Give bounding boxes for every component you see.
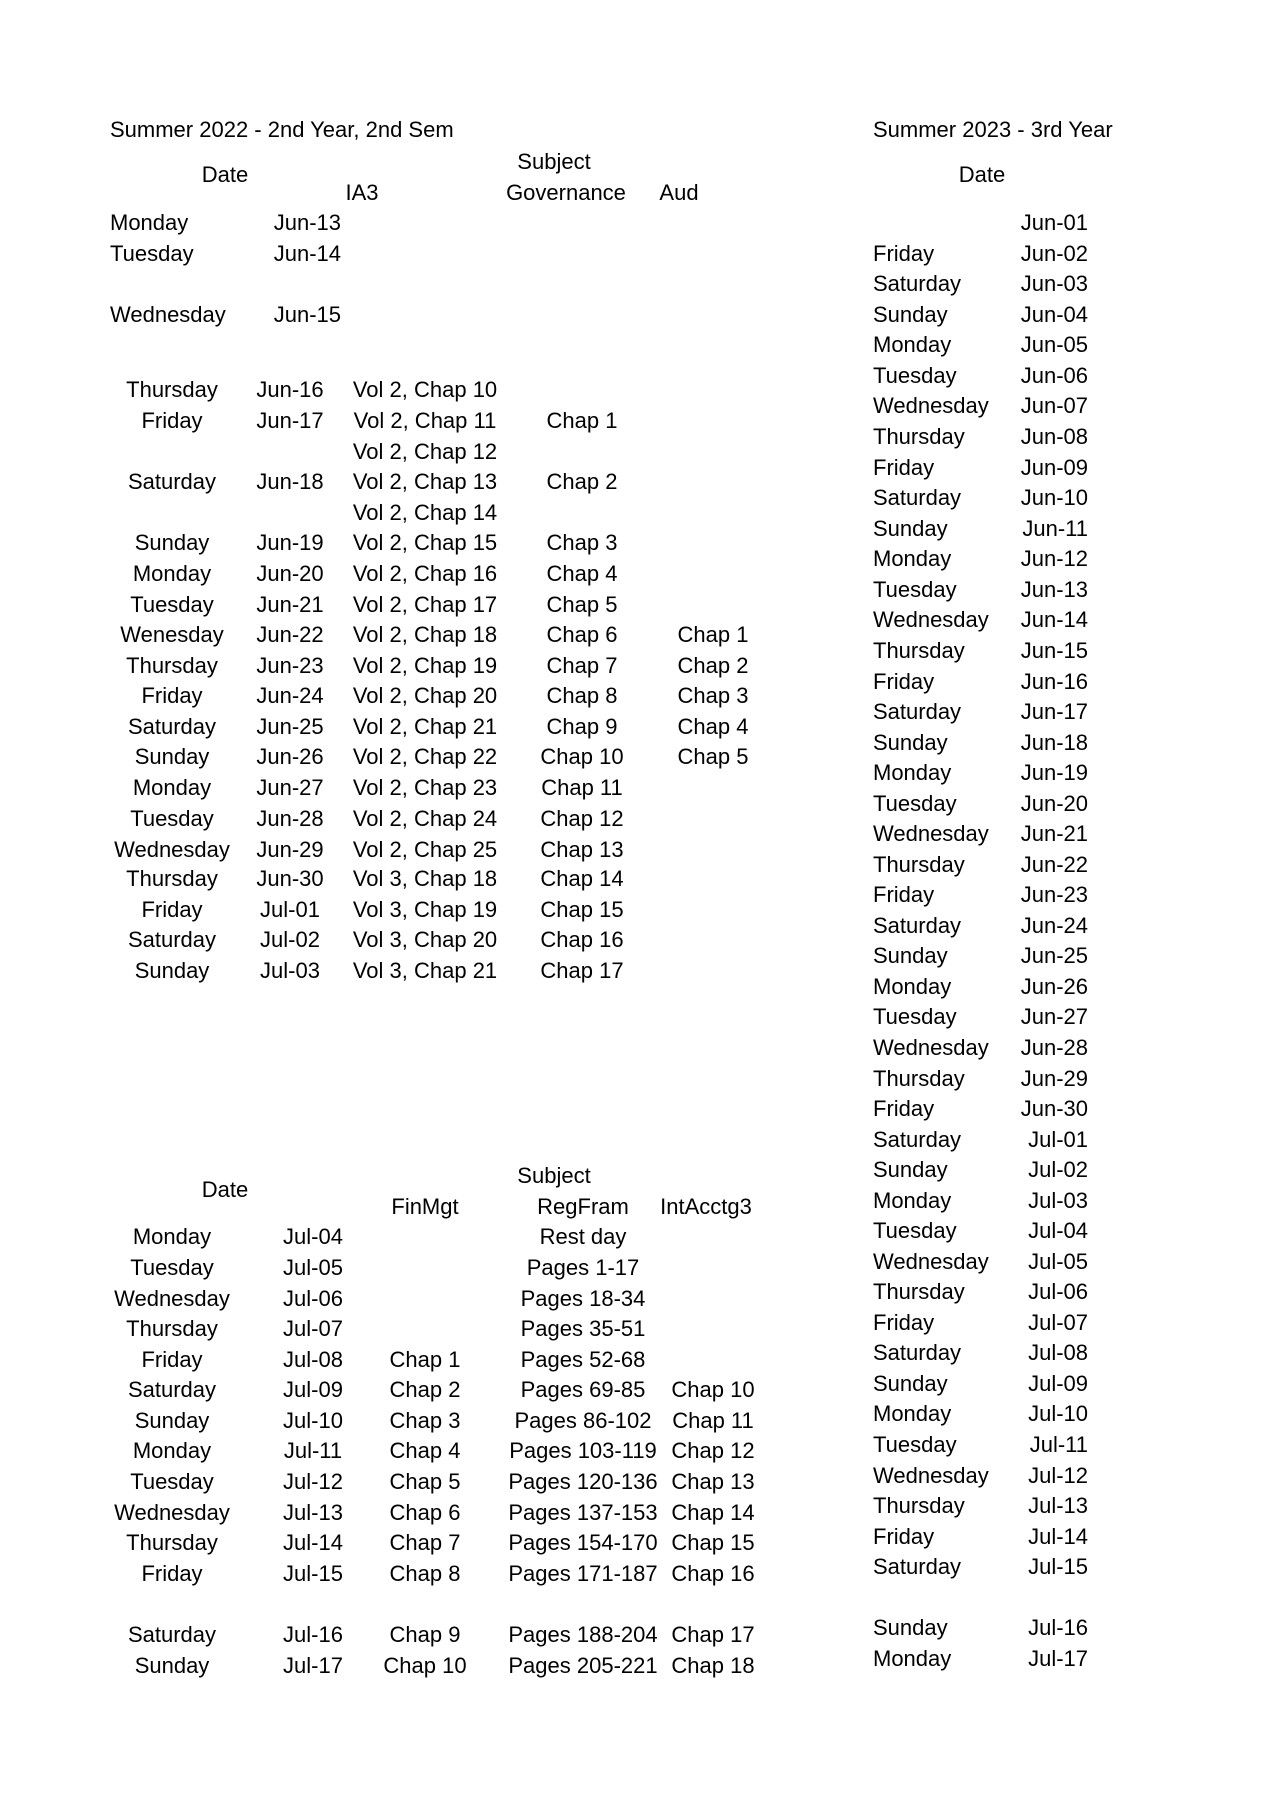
t3-date-cell: Jun-12: [1020, 546, 1088, 571]
t3-date-cell: Jun-02: [1020, 241, 1088, 266]
t1-ia3-cell: Vol 2, Chap 19: [352, 653, 498, 678]
t2-day-cell: Tuesday: [130, 1469, 214, 1494]
t1-gov-cell: Chap 11: [541, 775, 623, 800]
t3-date-cell: Jul-02: [1028, 1157, 1088, 1182]
t1-day-cell: Monday: [132, 561, 212, 586]
t1-date-cell: Jun-27: [256, 775, 324, 800]
t3-day-cell: Monday: [873, 974, 952, 999]
t1-date-cell: Jul-02: [260, 927, 320, 952]
t3-day-cell: Friday: [873, 669, 935, 694]
t1-date-cell: Jul-03: [260, 958, 320, 983]
t1-day-cell: Tuesday: [130, 592, 214, 617]
t3-date-cell: Jul-14: [1028, 1524, 1088, 1549]
t2-finmgt-cell: Chap 1: [389, 1347, 461, 1372]
t1-ia3-cell: Vol 3, Chap 19: [352, 897, 498, 922]
t3-date-cell: Jun-11: [1022, 516, 1088, 541]
t2-intacctg-cell: Chap 14: [671, 1500, 755, 1525]
t1-day-cell: Friday: [141, 897, 203, 922]
t2-date-cell: Jul-05: [283, 1255, 343, 1280]
t3-date-cell: Jun-29: [1020, 1066, 1088, 1091]
t2-date-cell: Jul-13: [283, 1500, 343, 1525]
t2-regfram-cell: Pages 69-85: [520, 1377, 646, 1402]
t1-top-day: Monday: [110, 210, 189, 235]
t3-day-cell: Tuesday: [873, 1432, 957, 1457]
t2-subject-header: Subject: [517, 1163, 591, 1188]
t1-ia3-cell: Vol 2, Chap 17: [352, 592, 498, 617]
t2-regfram-cell: Pages 103-119: [509, 1438, 657, 1463]
t1-ia3-cell: Vol 2, Chap 15: [352, 530, 498, 555]
t1-gov-cell: Chap 7: [546, 653, 618, 678]
t1-day-cell: Sunday: [134, 744, 210, 769]
t3-date-cell: Jun-17: [1020, 699, 1088, 724]
t2-finmgt-cell: Chap 6: [389, 1500, 461, 1525]
t3-date-cell: Jul-09: [1028, 1371, 1088, 1396]
t2-finmgt-cell: Chap 5: [389, 1469, 461, 1494]
t2-intacctg-cell: Chap 11: [672, 1408, 754, 1433]
t3-date-cell: Jul-06: [1028, 1279, 1088, 1304]
t2-intacctg-cell: Chap 18: [671, 1653, 755, 1678]
t3-date-cell: Jun-27: [1020, 1004, 1088, 1029]
t3-day-cell: Wednesday: [873, 821, 989, 846]
t2-date-cell: Jul-17: [283, 1653, 343, 1678]
t2-date-cell: Jul-09: [283, 1377, 343, 1402]
t1-gov-cell: Chap 8: [546, 683, 618, 708]
t3-date-cell: Jul-15: [1028, 1554, 1088, 1579]
t3-day-cell: Friday: [873, 241, 935, 266]
t1-date-cell: Jul-01: [260, 897, 320, 922]
t3-date-cell: Jun-21: [1020, 821, 1088, 846]
t1-ia3-cell: Vol 2, Chap 23: [352, 775, 498, 800]
t3-day-cell: Wednesday: [873, 393, 989, 418]
t3-date-cell: Jun-25: [1020, 943, 1088, 968]
t2-finmgt-cell: Chap 9: [389, 1622, 461, 1647]
t1-day-cell: Thursday: [126, 866, 218, 891]
t3-day-cell: Tuesday: [873, 1004, 957, 1029]
t2-date-cell: Jul-16: [283, 1622, 343, 1647]
t3-date-cell: Jul-08: [1028, 1340, 1088, 1365]
t3-date-cell: Jun-10: [1020, 485, 1088, 510]
t2-day-cell: Friday: [141, 1347, 203, 1372]
t1-ia3-cell: Vol 2, Chap 14: [352, 500, 498, 525]
t3-date-cell: Jun-05: [1020, 332, 1088, 357]
t3-day-cell: Thursday: [873, 852, 965, 877]
t3-day-cell: Thursday: [873, 1279, 965, 1304]
t1-day-cell: Saturday: [127, 469, 217, 494]
t1-day-cell: Saturday: [127, 927, 217, 952]
t3-date-cell: Jun-06: [1020, 363, 1088, 388]
t2-day-cell: Thursday: [126, 1530, 218, 1555]
t2-regfram-cell: Pages 205-221: [508, 1653, 658, 1678]
t2-regfram-cell: Pages 1-17: [526, 1255, 640, 1280]
t3-day-cell: Sunday: [873, 516, 948, 541]
t1-day-cell: Thursday: [126, 377, 218, 402]
t2-intacctg-cell: Chap 13: [671, 1469, 755, 1494]
t2-date-cell: Jul-08: [283, 1347, 343, 1372]
t2-finmgt-header: FinMgt: [391, 1194, 459, 1219]
t1-date-cell: Jun-30: [256, 866, 324, 891]
t2-date-cell: Jul-15: [283, 1561, 343, 1586]
t3-day-cell: Monday: [873, 1401, 952, 1426]
t2-finmgt-cell: Chap 8: [389, 1561, 461, 1586]
t1-top-day: Tuesday: [110, 241, 194, 266]
t3-day-cell: Saturday: [873, 271, 962, 296]
t3-day-cell: Monday: [873, 332, 952, 357]
t3-day-cell: Friday: [873, 1310, 935, 1335]
t3-day-cell: Saturday: [873, 913, 962, 938]
t3-day-cell: [873, 208, 983, 238]
t3-date-cell: Jun-22: [1020, 852, 1088, 877]
t1-ia3-cell: Vol 2, Chap 13: [352, 469, 498, 494]
t1-ia3-cell: Vol 2, Chap 11: [353, 408, 497, 433]
t3-day-cell: Sunday: [873, 1157, 948, 1182]
t3-date-cell: Jul-04: [1028, 1218, 1088, 1243]
t2-intacctg-header: IntAcctg3: [660, 1194, 752, 1219]
t3-day-cell: Sunday: [873, 943, 948, 968]
t3-date-cell: Jun-18: [1020, 730, 1088, 755]
t1-ia3-cell: Vol 2, Chap 21: [352, 714, 498, 739]
t1-gov-cell: Chap 6: [546, 622, 618, 647]
t2-regfram-cell: Pages 86-102: [514, 1408, 652, 1433]
t1-date-cell: Jun-23: [256, 653, 324, 678]
t2-regfram-cell: Pages 137-153: [508, 1500, 658, 1525]
t2-date-cell: Jul-07: [283, 1316, 343, 1341]
t1-date-cell: Jun-19: [256, 530, 324, 555]
t1-date-cell: Jun-28: [256, 806, 324, 831]
t2-regfram-cell: Pages 188-204: [508, 1622, 658, 1647]
t1-aud-cell: Chap 3: [677, 683, 749, 708]
t2-intacctg-cell: Chap 10: [671, 1377, 755, 1402]
t3-day-cell: Monday: [873, 1646, 952, 1671]
t1-aud-header: Aud: [659, 180, 699, 205]
t3-date-cell: Jul-13: [1028, 1493, 1088, 1518]
t3-date-cell: Jul-01: [1028, 1127, 1088, 1152]
t1-gov-cell: Chap 5: [546, 592, 618, 617]
t1-gov-cell: Chap 13: [540, 837, 624, 862]
t3-day-cell: Friday: [873, 455, 935, 480]
t1-top-day: Wednesday: [110, 302, 226, 327]
t3-date-cell: Jul-17: [1028, 1646, 1088, 1671]
t1-ia3-cell: Vol 2, Chap 16: [352, 561, 498, 586]
t3-day-cell: Wednesday: [873, 1249, 989, 1274]
t3-day-cell: Tuesday: [873, 791, 957, 816]
t2-intacctg-cell: Chap 15: [671, 1530, 755, 1555]
t3-date-cell: Jun-15: [1020, 638, 1088, 663]
t1-date-cell: Jun-21: [256, 592, 324, 617]
summer-2022-title: Summer 2022 - 2nd Year, 2nd Sem: [110, 117, 454, 142]
t3-date-cell: Jun-04: [1020, 302, 1088, 327]
t1-day-cell: Tuesday: [130, 806, 214, 831]
t2-day-cell: Wednesday: [114, 1500, 230, 1525]
t2-day-cell: Saturday: [127, 1622, 217, 1647]
t3-day-cell: Thursday: [873, 424, 965, 449]
t3-day-cell: Tuesday: [873, 1218, 957, 1243]
t2-regfram-cell: Pages 154-170: [508, 1530, 658, 1555]
t3-date-cell: Jun-14: [1020, 607, 1088, 632]
t1-ia3-header: IA3: [345, 180, 379, 205]
t3-day-cell: Friday: [873, 1096, 935, 1121]
t3-day-cell: Tuesday: [873, 577, 957, 602]
t3-date-cell: Jun-28: [1020, 1035, 1088, 1060]
t1-day-cell: Monday: [132, 775, 212, 800]
t3-day-cell: Monday: [873, 546, 952, 571]
t1-day-cell: Friday: [141, 683, 203, 708]
t3-date-header: Date: [958, 162, 1006, 187]
t1-date-cell: Jun-17: [256, 408, 324, 433]
t2-regfram-cell: Rest day: [539, 1224, 627, 1249]
t1-aud-cell: Chap 1: [677, 622, 749, 647]
t3-day-cell: Saturday: [873, 699, 962, 724]
t1-gov-cell: Chap 9: [546, 714, 618, 739]
t1-gov-merged: Chap 2: [546, 469, 618, 494]
t1-aud-cell: Chap 2: [677, 653, 749, 678]
t3-day-cell: Saturday: [873, 485, 962, 510]
t2-date-cell: Jul-11: [283, 1438, 343, 1463]
t1-day-cell: Thursday: [126, 653, 218, 678]
t3-day-cell: Sunday: [873, 1615, 948, 1640]
t2-date-cell: Jul-10: [283, 1408, 343, 1433]
t3-date-cell: Jun-26: [1020, 974, 1088, 999]
t2-date-cell: Jul-04: [283, 1224, 343, 1249]
t3-date-cell: Jul-16: [1028, 1615, 1088, 1640]
t2-regfram-cell: Pages 35-51: [520, 1316, 646, 1341]
t3-day-cell: Wednesday: [873, 607, 989, 632]
t1-ia3-cell: Vol 2, Chap 18: [352, 622, 498, 647]
t1-date-cell: Jun-16: [256, 377, 324, 402]
t3-date-cell: Jun-30: [1020, 1096, 1088, 1121]
t1-governance-header: Governance: [506, 180, 626, 205]
t1-day-cell: Wednesday: [114, 837, 230, 862]
t1-ia3-cell: Vol 2, Chap 12: [352, 439, 498, 464]
t3-day-cell: Wednesday: [873, 1035, 989, 1060]
t1-gov-cell: Chap 4: [546, 561, 618, 586]
t2-finmgt-cell: Chap 3: [389, 1408, 461, 1433]
t3-date-cell: Jul-05: [1028, 1249, 1088, 1274]
t3-day-cell: Sunday: [873, 1371, 948, 1396]
t3-date-cell: Jun-01: [1020, 210, 1088, 235]
t2-regfram-cell: Pages 171-187: [508, 1561, 658, 1586]
t3-day-cell: Saturday: [873, 1340, 962, 1365]
t1-ia3-cell: Vol 2, Chap 10: [352, 377, 498, 402]
t2-date-cell: Jul-06: [283, 1286, 343, 1311]
t1-date-cell: Jun-25: [256, 714, 324, 739]
t1-gov-cell: Chap 16: [540, 927, 624, 952]
t1-date-cell: Jun-26: [256, 744, 324, 769]
t2-intacctg-cell: Chap 17: [671, 1622, 755, 1647]
t1-top-date: Jun-15: [273, 302, 341, 327]
t1-date-cell: Jun-29: [256, 837, 324, 862]
t3-day-cell: Thursday: [873, 1066, 965, 1091]
t3-date-cell: Jul-11: [1029, 1432, 1088, 1457]
t2-intacctg-cell: Chap 16: [671, 1561, 755, 1586]
t1-gov-cell: Chap 14: [540, 866, 624, 891]
t2-regfram-cell: Pages 52-68: [520, 1347, 646, 1372]
t3-day-cell: Sunday: [873, 302, 948, 327]
t3-date-cell: Jun-16: [1020, 669, 1088, 694]
t2-date-cell: Jul-12: [283, 1469, 343, 1494]
t2-day-cell: Monday: [132, 1224, 212, 1249]
t1-gov-cell: Chap 17: [540, 958, 624, 983]
t2-regfram-cell: Pages 18-34: [520, 1286, 646, 1311]
t3-day-cell: Sunday: [873, 730, 948, 755]
t2-day-cell: Thursday: [126, 1316, 218, 1341]
t3-date-cell: Jun-13: [1020, 577, 1088, 602]
t2-day-cell: Saturday: [127, 1377, 217, 1402]
t1-top-date: Jun-14: [273, 241, 341, 266]
t3-date-cell: Jun-09: [1020, 455, 1088, 480]
t2-finmgt-cell: Chap 2: [389, 1377, 461, 1402]
t1-ia3-cell: Vol 2, Chap 20: [352, 683, 498, 708]
t1-date-cell: Jun-18: [256, 469, 324, 494]
t2-finmgt-cell: Chap 10: [383, 1653, 467, 1678]
t1-day-cell: Saturday: [127, 714, 217, 739]
t1-gov-merged: Chap 1: [546, 408, 618, 433]
t3-day-cell: Friday: [873, 882, 935, 907]
t1-top-date: Jun-13: [273, 210, 341, 235]
t1-subject-header: Subject: [517, 149, 591, 174]
t3-date-cell: Jun-24: [1020, 913, 1088, 938]
t1-ia3-cell: Vol 3, Chap 20: [352, 927, 498, 952]
t2-regfram-cell: Pages 120-136: [508, 1469, 658, 1494]
t1-gov-cell: Chap 15: [540, 897, 624, 922]
t3-date-cell: Jun-23: [1020, 882, 1088, 907]
t1-day-cell: Sunday: [134, 530, 210, 555]
t2-day-cell: Tuesday: [130, 1255, 214, 1280]
t1-date-cell: Jun-24: [256, 683, 324, 708]
t1-aud-cell: Chap 4: [677, 714, 749, 739]
t3-date-cell: Jun-08: [1020, 424, 1088, 449]
t1-ia3-cell: Vol 2, Chap 22: [352, 744, 498, 769]
t3-day-cell: Wednesday: [873, 1463, 989, 1488]
t1-date-cell: Jun-22: [256, 622, 324, 647]
t3-date-cell: Jul-07: [1028, 1310, 1088, 1335]
t1-day-cell: Sunday: [134, 958, 210, 983]
t3-day-cell: Tuesday: [873, 363, 957, 388]
t1-gov-cell: Chap 10: [540, 744, 624, 769]
t3-day-cell: Monday: [873, 760, 952, 785]
t3-day-cell: Thursday: [873, 638, 965, 663]
t3-day-cell: Friday: [873, 1524, 935, 1549]
t3-date-cell: Jul-10: [1028, 1401, 1088, 1426]
t3-day-cell: Thursday: [873, 1493, 965, 1518]
t1-ia3-cell: Vol 2, Chap 24: [352, 806, 498, 831]
t2-date-cell: Jul-14: [283, 1530, 343, 1555]
t1-day-cell: Friday: [141, 408, 203, 433]
t2-regfram-header: RegFram: [537, 1194, 629, 1219]
t1-gov-cell: Chap 3: [546, 530, 618, 555]
t1-ia3-cell: Vol 3, Chap 18: [352, 866, 498, 891]
t3-date-cell: Jul-12: [1028, 1463, 1088, 1488]
t1-ia3-cell: Vol 3, Chap 21: [352, 958, 498, 983]
t2-date-header: Date: [201, 1177, 249, 1202]
t3-date-cell: Jun-07: [1020, 393, 1088, 418]
t2-day-cell: Sunday: [134, 1408, 210, 1433]
t1-gov-cell: Chap 12: [540, 806, 624, 831]
t1-aud-cell: Chap 5: [677, 744, 749, 769]
t2-day-cell: Sunday: [134, 1653, 210, 1678]
t2-day-cell: Friday: [141, 1561, 203, 1586]
t3-day-cell: Saturday: [873, 1127, 962, 1152]
t2-finmgt-cell: Chap 7: [389, 1530, 461, 1555]
t3-date-cell: Jun-20: [1020, 791, 1088, 816]
t2-intacctg-cell: Chap 12: [671, 1438, 755, 1463]
t2-day-cell: Wednesday: [114, 1286, 230, 1311]
t1-ia3-cell: Vol 2, Chap 25: [352, 837, 498, 862]
t2-day-cell: Monday: [132, 1438, 212, 1463]
t3-date-cell: Jun-03: [1020, 271, 1088, 296]
t1-date-cell: Jun-20: [256, 561, 324, 586]
summer-2023-title: Summer 2023 - 3rd Year: [873, 117, 1113, 142]
t3-day-cell: Monday: [873, 1188, 952, 1213]
t3-date-cell: Jun-19: [1020, 760, 1088, 785]
t1-day-cell: Wenesday: [120, 622, 224, 647]
t3-day-cell: Saturday: [873, 1554, 962, 1579]
t1-date-header: Date: [201, 162, 249, 187]
t2-finmgt-cell: Chap 4: [389, 1438, 461, 1463]
t3-date-cell: Jul-03: [1028, 1188, 1088, 1213]
